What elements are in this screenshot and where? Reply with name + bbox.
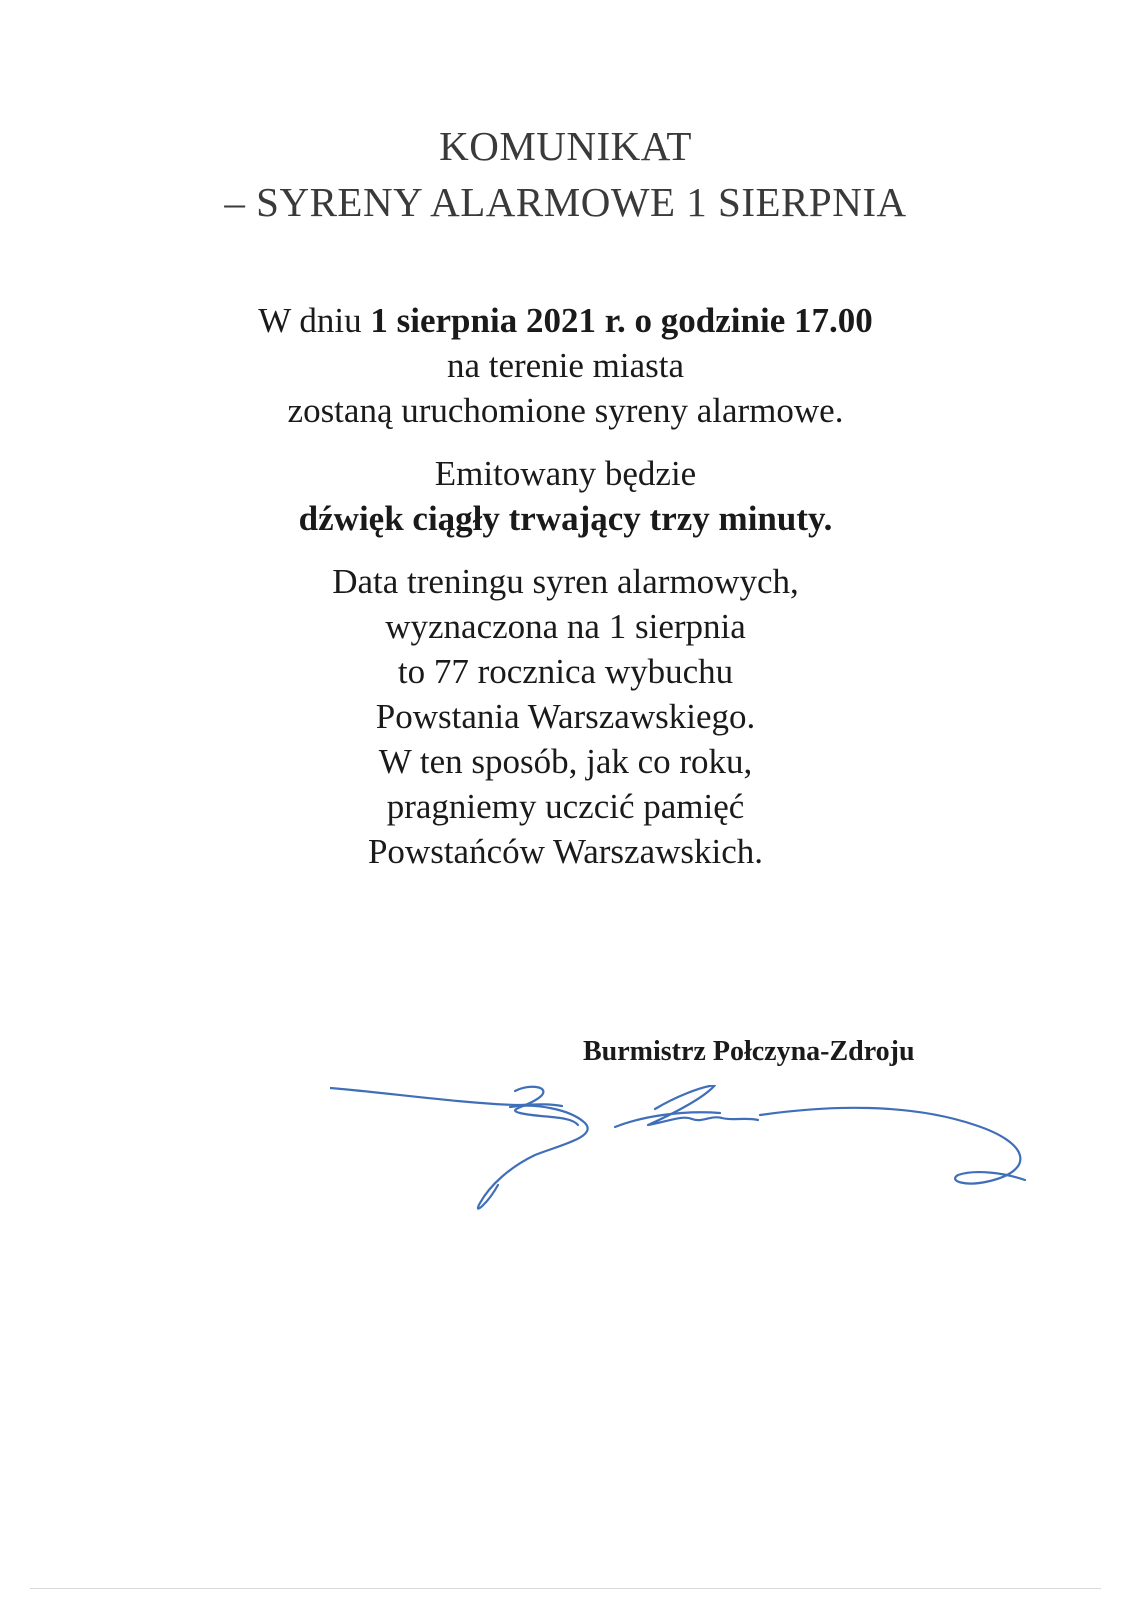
sound-description-line: dźwięk ciągły trwający trzy minuty. — [298, 499, 833, 538]
anniversary-line-4: Powstania Warszawskiego. — [375, 697, 756, 736]
date-time-bold: 1 sierpnia 2021 r. o godzinie 17.00 — [370, 301, 873, 340]
announcement-body — [0, 298, 1131, 874]
date-time-line — [0, 298, 1131, 343]
date-time-prefix: W dniu — [258, 301, 371, 340]
paragraph-anniversary — [0, 559, 1131, 874]
paragraph-sound — [0, 451, 1131, 541]
anniversary-line-5: W ten sposób, jak co roku, — [378, 742, 753, 781]
anniversary-line-6: pragniemy uczcić pamięć — [386, 787, 745, 826]
heading-line-2: – SYRENY ALARMOWE 1 SIERPNIA — [224, 179, 907, 225]
sirens-line: zostaną uruchomione syreny alarmowe. — [287, 391, 844, 430]
announcement-heading — [0, 118, 1131, 230]
signatory-title: Burmistrz Połczyna-Zdroju — [583, 1036, 915, 1067]
handwritten-signature — [330, 1085, 1050, 1235]
anniversary-line-1: Data treningu syren alarmowych, — [332, 562, 799, 601]
location-line: na terenie miasta — [446, 346, 685, 385]
signature-strokes — [330, 1085, 1025, 1209]
anniversary-line-7: Powstańców Warszawskich. — [367, 832, 764, 871]
sound-intro-line: Emitowany będzie — [434, 454, 697, 493]
paragraph-date-time — [0, 298, 1131, 433]
page-bottom-edge — [30, 1588, 1101, 1589]
heading-line-1: KOMUNIKAT — [439, 123, 692, 169]
anniversary-line-3: to 77 rocznica wybuchu — [397, 652, 734, 691]
anniversary-line-2: wyznaczona na 1 sierpnia — [385, 607, 746, 646]
